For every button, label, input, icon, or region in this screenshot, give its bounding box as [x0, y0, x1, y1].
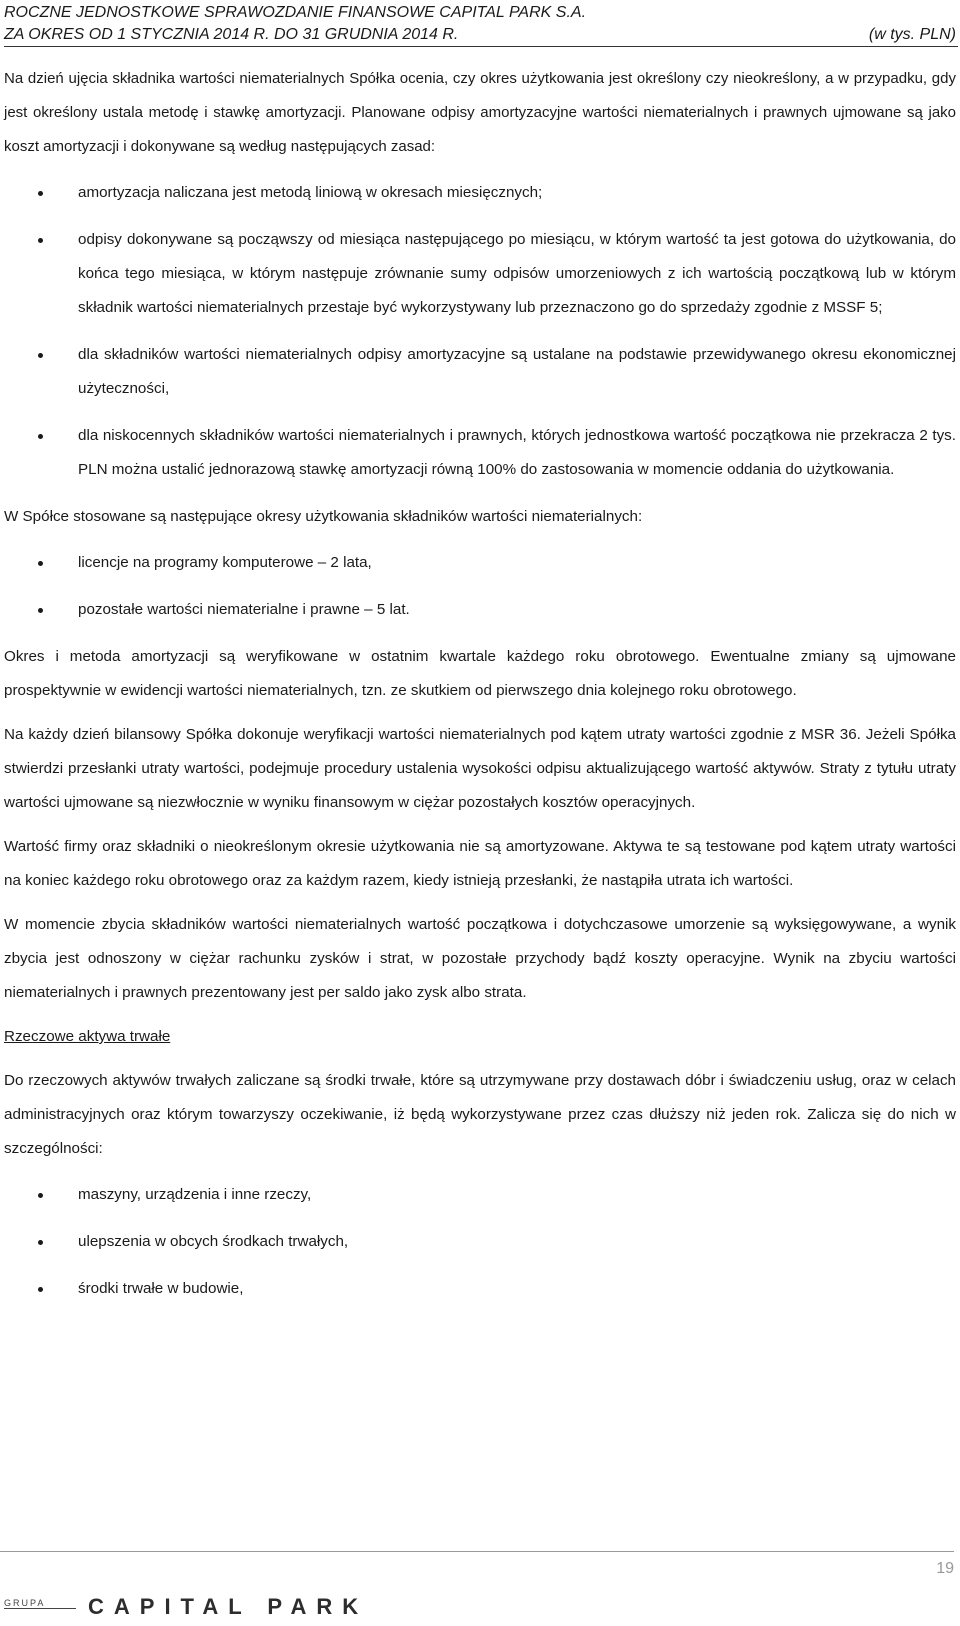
list-item-text: odpisy dokonywane są począwszy od miesiąca następującego po miesiącu, w którym wartość ta jest gotowa do użytkowania, do końca tego miesiąca, w którym następuje zrównanie sumy odpisów umorzeniowych z ich wartością początkową lub w którym składnik wartości niematerialnych przestaje być wykorzystywany lub przeznaczono go do sprzedaży zgodnie z MSSF 5; [78, 231, 956, 316]
list-item-text: dla składników wartości niematerialnych odpisy amortyzacyjne są ustalane na podstawie przewidywanego okresu ekonomicznej użyteczności, [78, 346, 956, 397]
fixed-assets-list [4, 1178, 956, 1306]
bullet-icon [38, 238, 43, 243]
bullet-icon [38, 191, 43, 196]
page-header [4, 2, 956, 46]
list-item-text: amortyzacja naliczana jest metodą liniową w okresach miesięcznych; [78, 184, 543, 201]
section-title [4, 1020, 956, 1054]
paragraph: Okres i metoda amortyzacji są weryfikowane w ostatnim kwartale każdego roku obrotowego. Ewentualne zmiany są ujmowane prospektywnie w ewidencji wartości niematerialnych, tzn. ze skutkiem od pierwszego dnia kolejnego roku obrotowego. [4, 648, 956, 699]
bullet-icon [38, 561, 43, 566]
list-item-text: pozostałe wartości niematerialne i prawne – 5 lat. [78, 601, 410, 618]
bullet-icon [38, 1287, 43, 1292]
bullet-icon [38, 434, 43, 439]
report-period: ZA OKRES OD 1 STYCZNIA 2014 R. DO 31 GRUDNIA 2014 R. [4, 26, 459, 43]
list-item-text: środki trwałe w budowie, [78, 1280, 244, 1297]
amortization-rules-list [4, 176, 956, 487]
intro-paragraph: Na dzień ujęcia składnika wartości niematerialnych Spółka ocenia, czy okres użytkowania jest określony czy nieokreślony, a w przypadku, gdy jest określony ustala metodę i stawkę amortyzacji. Planowane odpisy amortyzacyjne wartości niematerialnych i prawnych ujmowane są jako koszt amortyzacji i dokonywane są według następujących zasad: [4, 70, 956, 155]
list-item [4, 338, 956, 406]
header-divider [4, 46, 958, 47]
bullet-icon [38, 353, 43, 358]
paragraph: W momencie zbycia składników wartości niematerialnych wartość początkowa i dotychczasowe umorzenie są wyksięgowywane, a wynik zbycia jest odnoszony w ciężar rachunku zysków i strat, w pozostałe przychody bądź koszty operacyjne. Wynik na zbyciu wartości niematerialnych i prawnych prezentowany jest per saldo jako zysk albo strata. [4, 916, 956, 1001]
section-paragraph: Do rzeczowych aktywów trwałych zaliczane są środki trwałe, które są utrzymywane przy dostawach dóbr i świadczeniu usług, oraz w celach administracyjnych oraz którym towarzyszy oczekiwanie, iż będą wykorzystywane przez czas dłuższy niż jeden rok. Zalicza się do nich w szczególności: [4, 1072, 956, 1157]
bullet-icon [38, 1240, 43, 1245]
list-item [4, 546, 956, 580]
page-content [4, 62, 956, 1319]
company-logo [4, 1592, 444, 1622]
report-title: ROCZNE JEDNOSTKOWE SPRAWOZDANIE FINANSOWE CAPITAL PARK S.A. [4, 4, 587, 21]
list-item [4, 1272, 956, 1306]
paragraph: Wartość firmy oraz składniki o nieokreślonym okresie użytkowania nie są amortyzowane. Aktywa te są testowane pod kątem utraty wartości na koniec każdego roku obrotowego oraz za każdym razem, kiedy istnieją przesłanki, że nastąpiła utrata ich wartości. [4, 838, 956, 889]
periods-list [4, 546, 956, 627]
header-row [4, 24, 956, 46]
list-item [4, 1178, 956, 1212]
logo-line [4, 1608, 76, 1609]
bullet-icon [38, 1193, 43, 1198]
section-title-text: Rzeczowe aktywa trwałe [4, 1028, 171, 1045]
list-item [4, 593, 956, 627]
paragraph: Na każdy dzień bilansowy Spółka dokonuje weryfikacji wartości niematerialnych pod kątem utraty wartości zgodnie z MSR 36. Jeżeli Spółka stwierdzi przesłanki utraty wartości, podejmuje procedury ustalenia wysokości odpisu aktualizującego wartość aktywów. Straty z tytułu utraty wartości ujmowane są niezwłocznie w wyniku finansowym w ciężar pozostałych kosztów operacyjnych. [4, 726, 956, 811]
currency-note: (w tys. PLN) [868, 26, 956, 43]
list-item-text: ulepszenia w obcych środkach trwałych, [78, 1233, 349, 1250]
list-item [4, 223, 956, 325]
list-item [4, 419, 956, 487]
list-item-text: dla niskocennych składników wartości niematerialnych i prawnych, których jednostkowa wartość początkowa nie przekracza 2 tys. PLN można ustalić jednorazową stawkę amortyzacji równą 100% do zastosowania w momencie oddania do użytkowania. [78, 427, 956, 478]
logo-prefix: GRUPA [4, 1598, 46, 1608]
list-item-text: maszyny, urządzenia i inne rzeczy, [78, 1186, 312, 1203]
list-item [4, 1225, 956, 1259]
logo-wordmark: CAPITAL PARK [88, 1594, 369, 1619]
bullet-icon [38, 608, 43, 613]
periods-intro: W Spółce stosowane są następujące okresy użytkowania składników wartości niematerialnych: [4, 508, 643, 525]
list-item-text: licencje na programy komputerowe – 2 lata, [78, 554, 372, 571]
list-item [4, 176, 956, 210]
page-number: 19 [936, 1560, 954, 1577]
footer-divider [0, 1551, 954, 1552]
